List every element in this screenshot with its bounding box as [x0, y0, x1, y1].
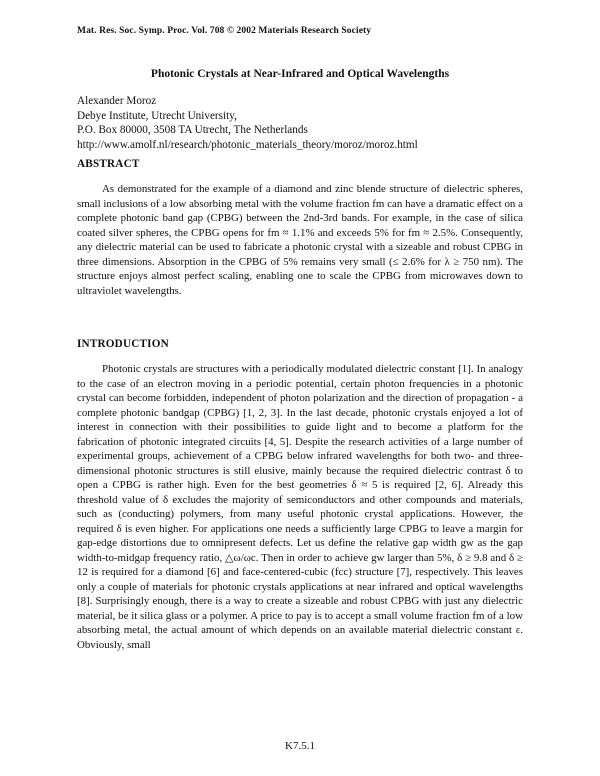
- abstract-heading: ABSTRACT: [77, 158, 140, 170]
- author-name: Alexander Moroz: [77, 95, 157, 107]
- abstract-text: As demonstrated for the example of a diamond and zinc blende structure of dielectric spheres, small inclusions of a low absorbing metal with the volume fraction fm can have a dramatic effect on a complete photonic band gap (CPBG) between the 2nd-3rd bands. For example, in the case of silica coated silver spheres, the CPBG opens for fm ≈ 1.1% and exceeds 5% for fm ≈ 2.5%. Consequently, any dielectric material can be used to fabricate a photonic crystal with a sizeable and robust CPBG in three dimensions. Absorption in the CPBG of 5% remains very small (≤ 2.6% for λ ≥ 750 nm). The structure enjoys almost perfect scaling, enabling one to scale the CPBG from microwaves down to ultraviolet wavelengths.: [77, 183, 523, 297]
- author-url[interactable]: http://www.amolf.nl/research/photonic_materials_theory/moroz/moroz.html: [77, 138, 418, 151]
- introduction-heading: INTRODUCTION: [77, 338, 169, 350]
- paper-title: Photonic Crystals at Near-Infrared and Optical Wavelengths: [150, 68, 450, 80]
- journal-citation: Mat. Res. Soc. Symp. Proc. Vol. 708 © 2002 Materials Research Society: [77, 26, 372, 36]
- author-address: P.O. Box 80000, 3508 TA Utrecht, The Netherlands: [77, 124, 308, 136]
- introduction-text: Photonic crystals are structures with a periodically modulated dielectric constant [1]. In analogy to the case of an electron moving in a periodic potential, certain photon frequencies in a photonic crystal can become forbidden, independent of photon polarization and the direction of propagation - a complete photonic bandgap (CPBG) [1, 2, 3]. In the last decade, photonic crystals enjoyed a lot of interest in connection with their possibilities to guide light and to become a platform for the fabrication of photonic integrated circuits [4, 5]. Despite the research activities of a large number of experimental groups, achievement of a CPBG below infrared wavelengths for both two- and three-dimensional photonic structures is still elusive, mainly because the required dielectric contrast δ to open a CPBG is rather high. Even for the best geometries δ ≈ 5 is required [2, 6]. Already this threshold value of δ excludes the majority of semiconductors and other compounds and materials, such as (conducting) polymers, from many useful photonic crystal applications. However, the required δ is even higher. For applications one needs a sufficiently large CPBG to leave a margin for gap-edge distortions due to omnipresent defects. Let us define the relative gap width gw as the gap width-to-midgap frequency ratio, △ω/ωc. Then in order to achieve gw larger than 5%, δ ≥ 9.8 and δ ≥ 12 is required for a diamond [6] and face-centered-cubic (fcc) structure [7], respectively. This leaves only a couple of materials for photonic crystals applications at near infrared and optical wavelengths [8]. Surprisingly enough, there is a way to create a sizeable and robust CPBG with just any dielectric material, be it silica glass or a polymer. A price to pay is to accept a small volume fraction fm of a low absorbing metal, the actual amount of which depends on an available material dielectric constant ε. Obviously, small: [77, 363, 523, 651]
- page-number: K7.5.1: [285, 740, 315, 752]
- author-institution: Debye Institute, Utrecht University,: [77, 109, 237, 122]
- author-block: [77, 94, 418, 152]
